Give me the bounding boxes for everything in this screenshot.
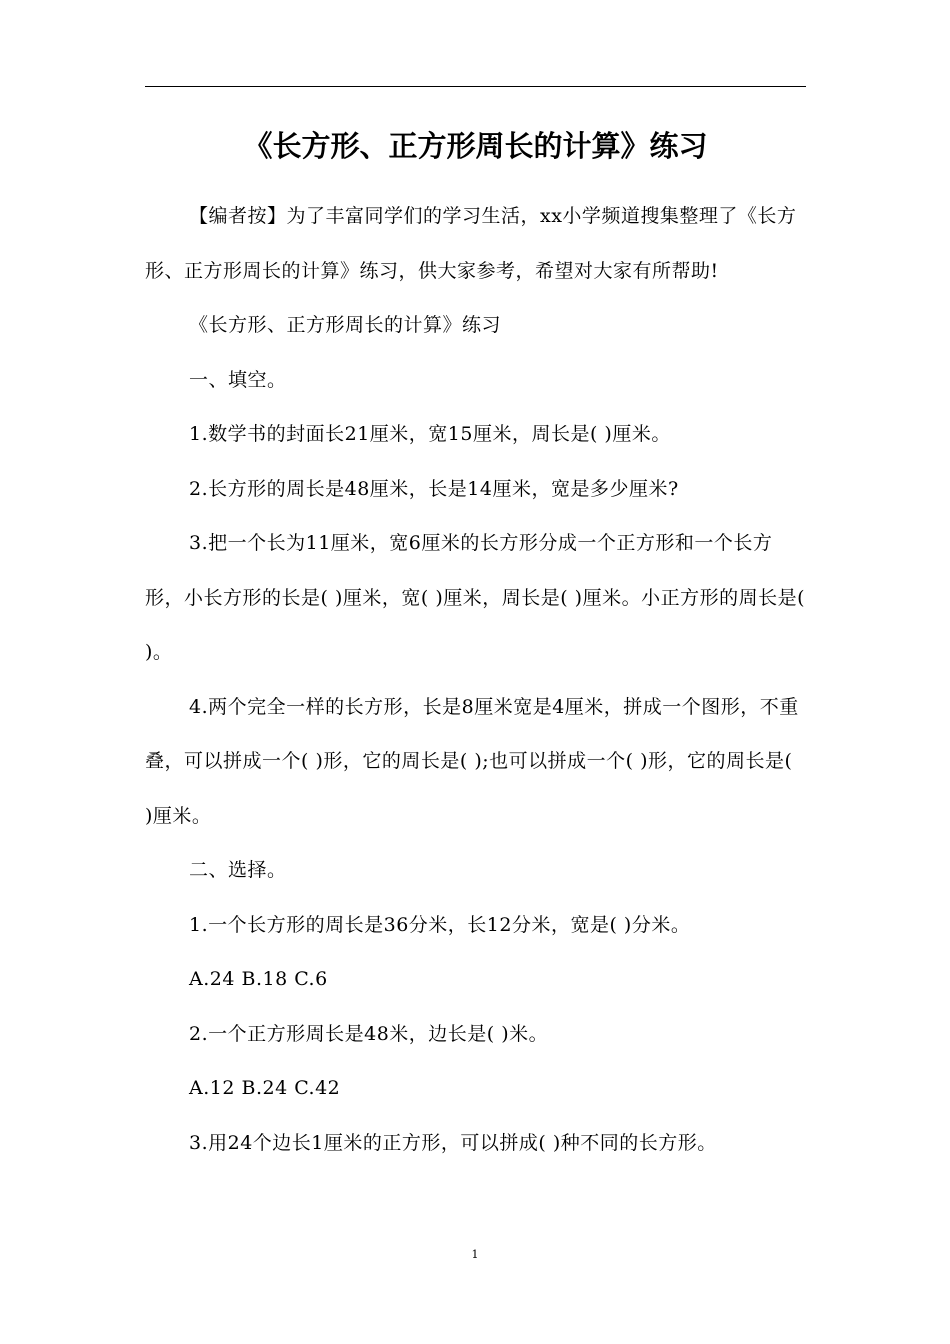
page-number: 1 [471,1248,479,1261]
section-heading-choice: 二、选择。 [189,859,287,881]
question-fill-1: 1.数学书的封面长21厘米，宽15厘米，周长是( )厘米。 [189,423,671,445]
question-choice-3: 3.用24个边长1厘米的正方形，可以拼成( )种不同的长方形。 [189,1131,717,1154]
section-heading-fill-blank: 一、填空。 [189,368,287,391]
question-choice-2: 2.一个正方形周长是48米，边长是( )米。 [189,1022,549,1045]
question-fill-2: 2.长方形的周长是48厘米，长是14厘米，宽是多少厘米? [189,477,679,500]
paragraph-editor-note: 【编者按】为了丰富同学们的学习生活，xx小学频道搜集整理了《长方形、正方形周长的计算》练习，供大家参考，希望对大家有所帮助! [145,205,797,282]
choice-options-2: A.12 B.24 C.42 [189,1077,341,1099]
question-choice-1: 1.一个长方形的周长是36分米，长12分米，宽是( )分米。 [189,913,691,936]
document-title: 《长方形、正方形周长的计算》练习 [243,129,708,163]
question-fill-3: 3.把一个长为11厘米，宽6厘米的长方形分成一个正方形和一个长方形，小长方形的长是( )厘米，宽( )厘米，周长是( )厘米。小正方形的周长是( )。 [145,532,806,663]
paragraph-subtitle: 《长方形、正方形周长的计算》练习 [189,314,502,336]
header-rule [145,86,806,87]
document-body [145,189,806,1170]
choice-options-1: A.24 B.18 C.6 [189,968,328,990]
question-fill-4: 4.两个完全一样的长方形，长是8厘米宽是4厘米，拼成一个图形，不重叠，可以拼成一个( )形，它的周长是( );也可以拼成一个( )形，它的周长是( )厘米。 [145,695,799,827]
